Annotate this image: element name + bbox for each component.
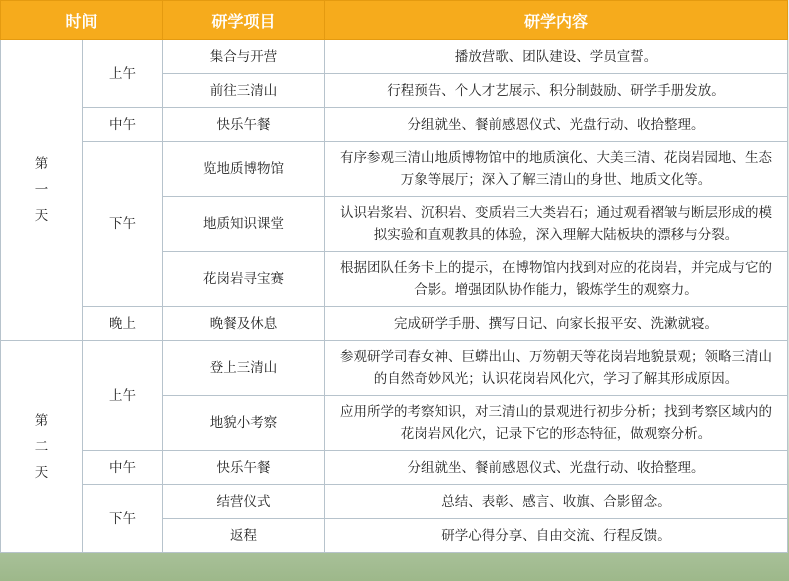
project-cell: 地貌小考察 [163, 396, 325, 451]
period-label: 中午 [83, 451, 163, 485]
content-cell: 认识岩浆岩、沉积岩、变质岩三大类岩石；通过观看褶皱与断层形成的模拟实验和直观教具的体验，深入理解大陆板块的漂移与分裂。 [325, 197, 788, 252]
content-cell: 总结、表彰、感言、收旗、合影留念。 [325, 485, 788, 519]
project-cell: 花岗岩寻宝赛 [163, 252, 325, 307]
table-row [1, 40, 788, 74]
content-cell: 根据团队任务卡上的提示，在博物馆内找到对应的花岗岩，并完成与它的合影。增强团队协作能力，锻炼学生的观察力。 [325, 252, 788, 307]
header-content: 研学内容 [325, 1, 788, 40]
period-label: 上午 [83, 40, 163, 108]
day-label: 第一天 [1, 40, 83, 341]
table-row [1, 341, 788, 396]
project-cell: 结营仪式 [163, 485, 325, 519]
period-label: 中午 [83, 108, 163, 142]
content-cell: 参观研学司春女神、巨蟒出山、万笏朝天等花岗岩地貌景观；领略三清山的自然奇妙风光；认识花岗岩风化穴，学习了解其形成原因。 [325, 341, 788, 396]
content-cell: 完成研学手册、撰写日记、向家长报平安、洗漱就寝。 [325, 307, 788, 341]
header-time: 时间 [1, 1, 163, 40]
content-cell: 应用所学的考察知识，对三清山的景观进行初步分析；找到考察区域内的花岗岩风化穴，记录下它的形态特征，做观察分析。 [325, 396, 788, 451]
table-row [1, 307, 788, 341]
header-project: 研学项目 [163, 1, 325, 40]
content-cell: 有序参观三清山地质博物馆中的地质演化、大美三清、花岗岩园地、生态万象等展厅；深入了解三清山的身世、地质文化等。 [325, 142, 788, 197]
table-header-row [1, 1, 788, 40]
table-row [1, 451, 788, 485]
day-label: 第二天 [1, 341, 83, 553]
period-label: 晚上 [83, 307, 163, 341]
period-label: 下午 [83, 485, 163, 553]
table-row [1, 485, 788, 519]
content-cell: 分组就坐、餐前感恩仪式、光盘行动、收拾整理。 [325, 451, 788, 485]
project-cell: 前往三清山 [163, 74, 325, 108]
period-label: 下午 [83, 142, 163, 307]
project-cell: 览地质博物馆 [163, 142, 325, 197]
project-cell: 快乐午餐 [163, 451, 325, 485]
content-cell: 播放营歌、团队建设、学员宣誓。 [325, 40, 788, 74]
project-cell: 集合与开营 [163, 40, 325, 74]
project-cell: 快乐午餐 [163, 108, 325, 142]
content-cell: 分组就坐、餐前感恩仪式、光盘行动、收拾整理。 [325, 108, 788, 142]
project-cell: 地质知识课堂 [163, 197, 325, 252]
table-row [1, 108, 788, 142]
content-cell: 行程预告、个人才艺展示、积分制鼓励、研学手册发放。 [325, 74, 788, 108]
project-cell: 返程 [163, 519, 325, 553]
table-row [1, 142, 788, 197]
project-cell: 登上三清山 [163, 341, 325, 396]
content-cell: 研学心得分享、自由交流、行程反馈。 [325, 519, 788, 553]
project-cell: 晚餐及休息 [163, 307, 325, 341]
period-label: 上午 [83, 341, 163, 451]
